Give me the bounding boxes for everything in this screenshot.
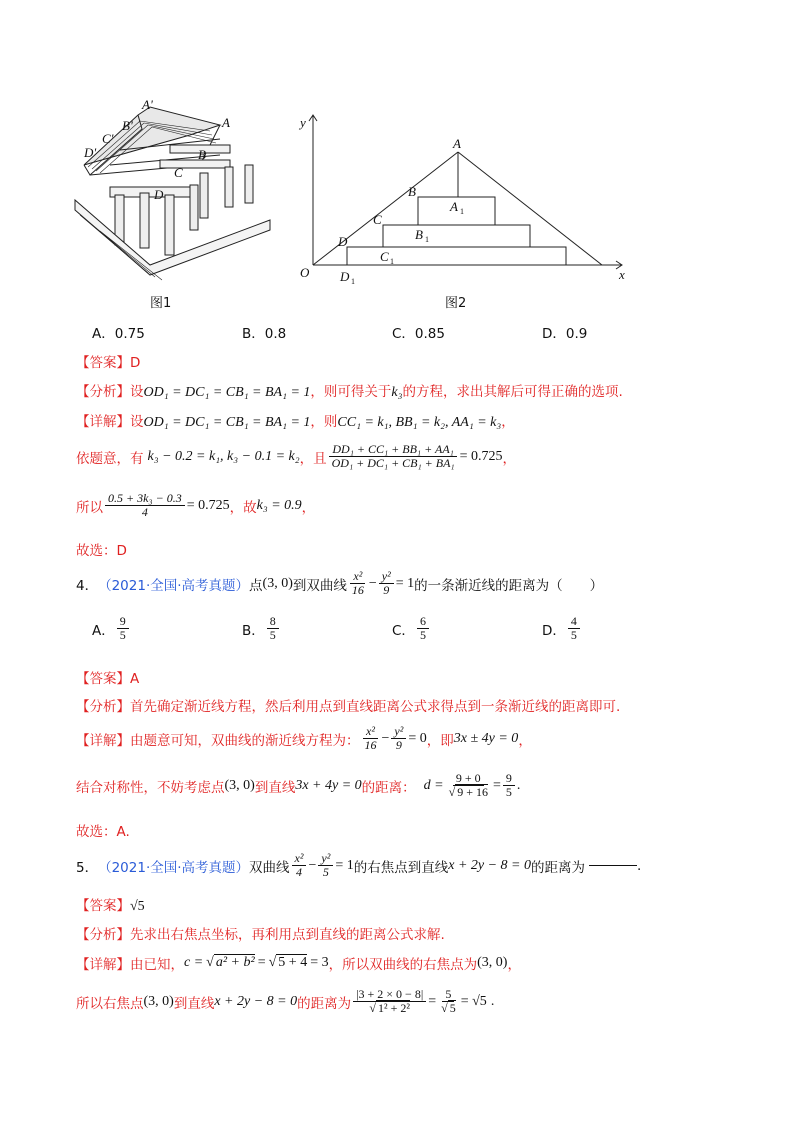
q5-detail: 【详解】 由已知， c = √ a² + b² = √ 5 + 4 = 3 ，所以双曲线的右焦点为 (3, 0) ， bbox=[76, 955, 521, 973]
q3-line2-den: OD₁ + DC₁ + CB₁ + BA₁ bbox=[331, 456, 455, 471]
q5-stem-b: 的右焦点到直线 bbox=[353, 859, 449, 876]
q4-stem-c: 的一条渐近线的距离为（ ） bbox=[414, 577, 604, 594]
q4-det-eq: 3x ± 4y = 0 bbox=[453, 730, 519, 746]
q5-line2-c: 的距离为 bbox=[297, 995, 352, 1012]
figure-2-caption: 图2 bbox=[445, 296, 467, 311]
fig2-label-d1: D bbox=[340, 269, 350, 284]
q3-line3-pre: 所以 bbox=[76, 499, 103, 516]
q3-option-c: C．0.85 bbox=[392, 326, 445, 342]
q5-hyp-y-den: 5 bbox=[322, 865, 329, 880]
q4-det-y-den: 9 bbox=[395, 738, 402, 753]
q4-option-a-num: 9 bbox=[117, 615, 129, 629]
fig2-label-a: A bbox=[453, 136, 461, 151]
fig2-label-c1: C bbox=[380, 249, 389, 264]
fig1-label-c-prime: C' bbox=[102, 131, 114, 146]
q4-option-d-letter: D． bbox=[542, 622, 566, 639]
q3-detail-eq1: OD₁ = DC₁ = CB₁ = BA₁ = 1 bbox=[143, 415, 311, 430]
q3-answer bbox=[76, 351, 140, 371]
q4-answer-tag: 【答案】 bbox=[76, 671, 130, 687]
q4-hyp-y-num: y² bbox=[379, 570, 394, 584]
q4-option-d-num: 4 bbox=[568, 615, 580, 629]
q4-choose: 故选：A. bbox=[76, 824, 130, 840]
q4-detail-tag: 【详解】 bbox=[76, 732, 130, 749]
q5-hyp-y-num: y² bbox=[318, 852, 333, 866]
q4-line2-c: 的距离： bbox=[361, 779, 416, 796]
q4-hyp-rhs: = 1 bbox=[395, 575, 415, 591]
fig2-sub-b1: 1 bbox=[425, 235, 429, 244]
fig1-label-a-prime: A' bbox=[142, 97, 153, 112]
q4-d-rden: 5 bbox=[505, 785, 512, 800]
q3-line2-mid: ，且 bbox=[299, 450, 327, 467]
q5-line2-b: 到直线 bbox=[173, 995, 215, 1012]
q3-analysis-eq: OD₁ = DC₁ = CB₁ = BA₁ = 1 bbox=[143, 385, 311, 400]
q4-source: （2021·全国·高考真题） bbox=[98, 577, 250, 594]
q4-option-b-num: 8 bbox=[267, 615, 279, 629]
q5-c-rad2: 5 + 4 bbox=[278, 955, 308, 970]
q5-stem-a: 双曲线 bbox=[249, 859, 290, 876]
q3-line2-fraction bbox=[329, 443, 458, 470]
q5-analysis-text: 先求出右焦点坐标，再利用点到直线的距离公式求解. bbox=[130, 927, 445, 943]
q4-option-a-den: 5 bbox=[119, 628, 126, 643]
q4-option-c bbox=[392, 615, 542, 642]
q5-line2-line: x + 2y − 8 = 0 bbox=[214, 993, 298, 1009]
fig2-label-b1: B bbox=[415, 227, 423, 242]
q4-det-rhs: = 0 bbox=[408, 730, 427, 746]
fig2-origin: O bbox=[300, 265, 310, 280]
q5-source: （2021·全国·高考真题） bbox=[98, 859, 250, 876]
answer-blank[interactable] bbox=[589, 865, 637, 866]
q4-d-end: . bbox=[516, 777, 521, 793]
q4-analysis bbox=[76, 695, 620, 715]
q5-dist-num: |3 + 2 × 0 − 8| bbox=[353, 988, 426, 1002]
q3-detail-mid: ，则 bbox=[310, 414, 338, 430]
q4-d-label: d = bbox=[423, 777, 444, 793]
q4-option-d bbox=[542, 615, 582, 642]
q4-analysis-tag: 【分析】 bbox=[76, 699, 130, 715]
q3-choose: 故选：D bbox=[76, 543, 127, 559]
q3-detail-eq2: CC₁ = k₁, BB₁ = k₂, AA₁ = k₃ bbox=[337, 415, 502, 430]
q5-line: x + 2y − 8 = 0 bbox=[448, 857, 532, 873]
q5-c-label: c = bbox=[184, 955, 204, 970]
q4-stem: 4． （2021·全国·高考真题） 点 (3, 0) 到双曲线 $\frac{\text{x²}}{16}$ − $\frac{\text{y²}}{9}$ = 1 的一条渐近线的距离为（ ） bbox=[76, 569, 604, 598]
q4-d-frac bbox=[446, 772, 491, 799]
q4-line2-pt: (3, 0) bbox=[224, 777, 255, 793]
q4-option-d-den: 5 bbox=[570, 628, 577, 643]
q3-analysis-k: k₃ bbox=[391, 385, 403, 400]
fig1-label-d-prime: D' bbox=[84, 145, 97, 160]
fig2-y-axis: y bbox=[300, 115, 306, 130]
fig2-x-axis: x bbox=[619, 267, 625, 282]
q5-final-dot: . bbox=[490, 993, 495, 1009]
q4-option-a bbox=[92, 615, 242, 642]
q5-detail-a: 由已知， bbox=[130, 957, 184, 973]
q4-line2 bbox=[76, 772, 520, 799]
q3-line2-pre: 依题意，有 bbox=[76, 450, 144, 467]
q5-hyp-x bbox=[292, 852, 307, 879]
coordinate-diagram bbox=[290, 105, 640, 290]
q3-line3-mid: ，故 bbox=[229, 499, 257, 516]
q4-answer bbox=[76, 667, 139, 687]
q3-analysis bbox=[76, 380, 623, 401]
q5-hyp-x-den: 4 bbox=[296, 865, 303, 880]
q4-analysis-text: 首先确定渐近线方程，然后利用点到直线距离公式求得点到一条渐近线的距离即可. bbox=[130, 699, 621, 715]
q3-detail-pre: 设 bbox=[130, 414, 144, 430]
q3-line2-rhs: = 0.725 bbox=[459, 448, 503, 464]
q3-analysis-post: 的方程，求出其解后可得正确的选项. bbox=[402, 384, 623, 400]
q5-hyp-x-num: x² bbox=[292, 852, 307, 866]
q4-option-c-num: 6 bbox=[417, 615, 429, 629]
q4-d-den-wrap: √ 9 + 16 bbox=[448, 785, 488, 800]
fig1-label-b: B bbox=[198, 147, 206, 162]
q5-dist-rnum: 5 bbox=[442, 988, 454, 1002]
q3-line2-num: DD₁ + CC₁ + BB₁ + AA₁ bbox=[329, 443, 456, 457]
q3-detail-tag: 【详解】 bbox=[76, 414, 130, 430]
q5-focus: (3, 0) bbox=[477, 955, 508, 970]
q3-line2 bbox=[76, 443, 516, 470]
q4-det-x bbox=[362, 725, 380, 752]
q4-option-c-den: 5 bbox=[419, 628, 426, 643]
q5-detail-c: ， bbox=[507, 957, 521, 973]
q4-hyp-y-den: 9 bbox=[383, 583, 390, 598]
q3-options bbox=[92, 322, 732, 342]
q5-stem-c: 的距离为 bbox=[531, 859, 586, 876]
q3-option-b: B．0.8 bbox=[242, 326, 287, 342]
q4-option-d-frac bbox=[568, 615, 580, 642]
q3-line3-fraction bbox=[105, 492, 185, 519]
q3-answer-value: D bbox=[130, 355, 141, 371]
q3-line3-den: 4 bbox=[141, 505, 148, 520]
fig1-label-a: A bbox=[222, 115, 230, 130]
q3-line3 bbox=[76, 492, 315, 519]
q5-dist-den-wrap: √ 1² + 2² bbox=[369, 1001, 410, 1016]
q3-line3-eq: k₃ = 0.9 bbox=[256, 497, 302, 513]
q5-dist-frac bbox=[353, 988, 426, 1015]
q5-stem-end: . bbox=[637, 857, 642, 874]
q5-c-eq: = bbox=[257, 955, 266, 970]
q3-answer-tag: 【答案】 bbox=[76, 355, 130, 371]
fig2-label-d: D bbox=[338, 234, 348, 249]
q5-line2-pt: (3, 0) bbox=[143, 993, 174, 1009]
q4-det-y bbox=[391, 725, 406, 752]
q5-analysis bbox=[76, 923, 445, 943]
q3-analysis-mid: ，则可得关于 bbox=[310, 384, 392, 400]
q3-analysis-tag: 【分析】 bbox=[76, 384, 130, 400]
q3-line2-end: ， bbox=[502, 450, 517, 467]
fig1-label-d: D bbox=[154, 187, 164, 202]
q4-option-a-frac bbox=[117, 615, 129, 642]
q4-d-den: 9 + 16 bbox=[457, 785, 488, 800]
q3-line3-num: 0.5 + 3k₃ − 0.3 bbox=[105, 492, 185, 506]
q5-dist-end: = √5 bbox=[460, 993, 487, 1009]
q4-option-b-letter: B． bbox=[242, 622, 265, 639]
q5-dist-rden-wrap: √ 5 bbox=[441, 1001, 456, 1016]
q4-option-b-frac bbox=[267, 615, 279, 642]
q4-d-result bbox=[503, 772, 515, 799]
q3-detail-end: ， bbox=[501, 414, 515, 430]
q5-answer-tag: 【答案】 bbox=[76, 898, 130, 914]
fig2-sub-c1: 1 bbox=[390, 257, 394, 266]
q3-line2-eq: k₃ − 0.2 = k₁, k₃ − 0.1 = k₂ bbox=[147, 448, 300, 464]
q4-detail-a: 由题意可知，双曲线的渐近线方程为： bbox=[130, 732, 360, 749]
fig1-label-b-prime: B' bbox=[122, 118, 133, 133]
q4-det-y-num: y² bbox=[391, 725, 406, 739]
q4-det-x-num: x² bbox=[363, 725, 378, 739]
q5-hyp-rhs: = 1 bbox=[335, 857, 354, 873]
fig1-label-c: C bbox=[174, 165, 183, 180]
fig2-label-b: B bbox=[408, 184, 416, 199]
q4-line2-line: 3x + 4y = 0 bbox=[295, 777, 362, 793]
q5-dist-eq: = bbox=[428, 993, 437, 1009]
q5-c-val: = 3 bbox=[310, 955, 329, 970]
q5-line2-a: 所以右焦点 bbox=[76, 995, 144, 1012]
q4-stem-a: 点 bbox=[249, 577, 263, 594]
q5-stem: 5． （2021·全国·高考真题） 双曲线 $\frac{\text{x²}}{4}$ − $\frac{\text{y²}}{5}$ = 1 的右焦点到直线 x + 2y − 8 = 0 的距离为 . bbox=[76, 851, 642, 880]
q4-point: (3, 0) bbox=[262, 575, 293, 591]
fig2-label-a1: A bbox=[450, 199, 458, 214]
q4-det-x-den: 16 bbox=[364, 738, 377, 753]
q4-option-a-letter: A． bbox=[92, 622, 115, 639]
q5-dist-result bbox=[438, 988, 459, 1015]
q4-option-c-frac bbox=[417, 615, 429, 642]
q5-c-rad1: a² + b² bbox=[215, 955, 255, 970]
q3-option-d: D．0.9 bbox=[542, 326, 588, 342]
q5-detail-b: ，所以双曲线的右焦点为 bbox=[328, 957, 478, 973]
q3-detail bbox=[76, 410, 515, 431]
q3-line3-rhs: = 0.725 bbox=[186, 497, 230, 513]
q5-dist-rden: 5 bbox=[449, 1001, 456, 1016]
q4-hyp-x-den: 16 bbox=[351, 583, 364, 598]
q4-d-eq: = bbox=[492, 777, 501, 793]
q4-stem-b: 到双曲线 bbox=[292, 577, 347, 594]
q5-dist-den: 1² + 2² bbox=[377, 1001, 410, 1016]
fig2-sub-d1: 1 bbox=[351, 277, 355, 286]
fig2-label-c: C bbox=[373, 212, 382, 227]
q4-option-b bbox=[242, 615, 392, 642]
q5-number: 5． bbox=[76, 859, 99, 876]
figure-1-caption: 图1 bbox=[150, 296, 172, 311]
building-illustration bbox=[70, 95, 280, 290]
q4-line2-a: 结合对称性，不妨考虑点 bbox=[76, 779, 225, 796]
q4-hyp-y bbox=[379, 570, 394, 597]
q4-d-rnum: 9 bbox=[503, 772, 515, 786]
q5-line2 bbox=[76, 988, 494, 1015]
q4-answer-value: A bbox=[130, 671, 140, 687]
q4-options bbox=[92, 615, 732, 642]
q5-answer-value: √5 bbox=[130, 899, 145, 914]
q4-number: 4． bbox=[76, 577, 99, 594]
q4-option-b-den: 5 bbox=[269, 628, 276, 643]
q3-line3-end: ， bbox=[301, 499, 316, 516]
figure-2 bbox=[290, 105, 640, 290]
q4-detail: 【详解】 由题意可知，双曲线的渐近线方程为： $\frac{\text{x²}}{16}$ − $\frac{\text{y²}}{9}$ = 0 ，即 3x ± 4y = 0 ， bbox=[76, 724, 532, 753]
q3-analysis-pre: 设 bbox=[130, 384, 144, 400]
q4-hyp-x bbox=[349, 570, 367, 597]
q3-option-a: A．0.75 bbox=[92, 326, 145, 342]
q5-answer bbox=[76, 894, 145, 915]
q5-analysis-tag: 【分析】 bbox=[76, 927, 130, 943]
q4-option-c-letter: C． bbox=[392, 622, 415, 639]
q5-detail-tag: 【详解】 bbox=[76, 957, 130, 973]
q4-line2-b: 到直线 bbox=[254, 779, 296, 796]
fig2-sub-a1: 1 bbox=[460, 207, 464, 216]
q5-hyp-y bbox=[318, 852, 333, 879]
q4-detail-c: ， bbox=[518, 732, 532, 749]
q4-d-num: 9 + 0 bbox=[453, 772, 484, 786]
figure-1 bbox=[70, 95, 280, 290]
q4-hyp-x-num: x² bbox=[350, 570, 365, 584]
q4-detail-b: ，即 bbox=[426, 732, 454, 749]
